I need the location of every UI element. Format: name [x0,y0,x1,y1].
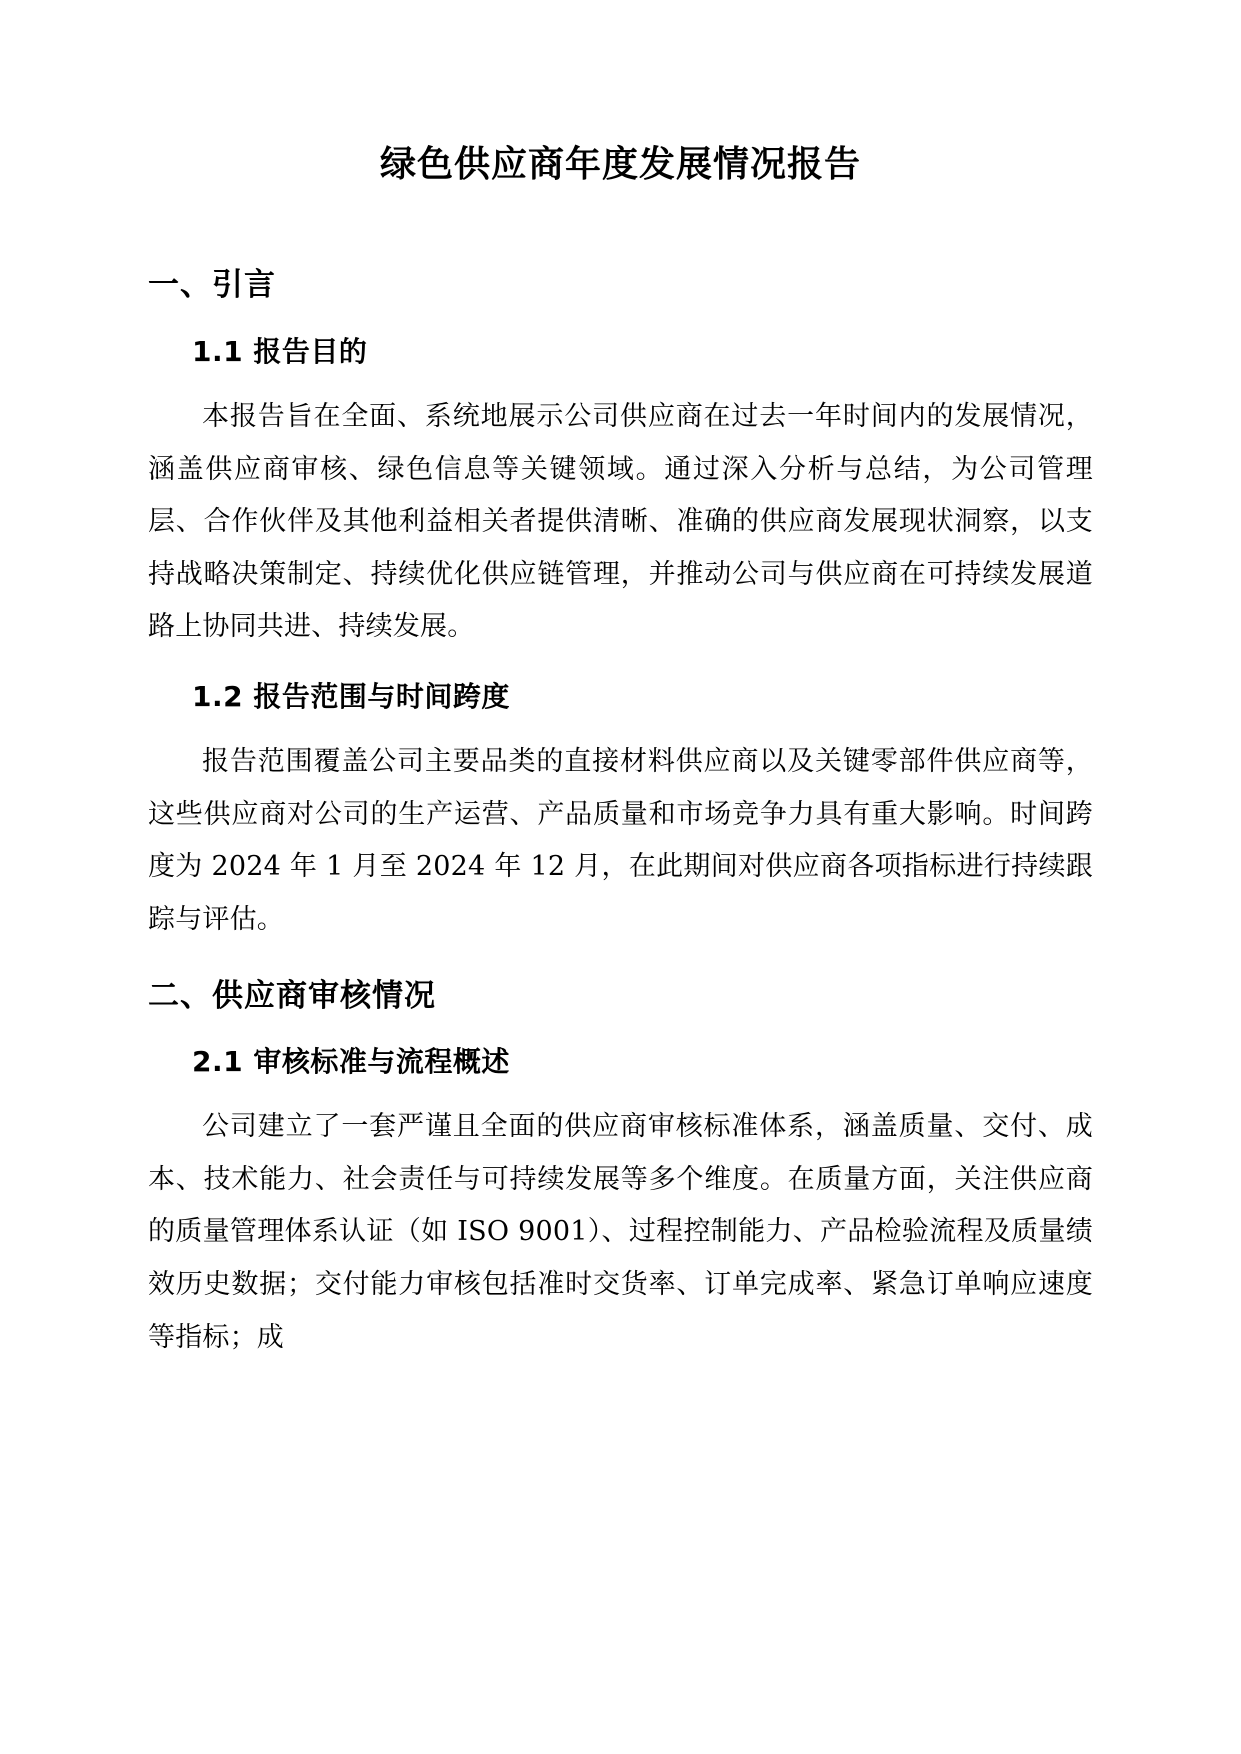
subsection-heading-1-1: 1.1 报告目的 [192,334,368,368]
section-heading-1: 一、引言 [148,267,276,304]
paragraph-1-1-1: 本报告旨在全面、系统地展示公司供应商在过去一年时间内的发展情况，涵盖供应商审核、绿色信息等关键领域。通过深入分析与总结，为公司管理层、合作伙伴及其他利益相关者提供清晰、准确的供应商发展现状洞察，以支持战略决策制定、持续优化供应链管理，并推动公司与供应商在可持续发展道路上协同共进、持续发展。 [148,400,1093,643]
paragraph-1-2-1: 报告范围覆盖公司主要品类的直接材料供应商以及关键零部件供应商等，这些供应商对公司的生产运营、产品质量和市场竞争力具有重大影响。时间跨度为 2024 年 1 月至 2024 年 12 月，在此期间对供应商各项指标进行持续跟踪与评估。 [148,746,1093,936]
subsection-heading-2-1: 2.1 审核标准与流程概述 [192,1045,510,1079]
subsection-heading-1-2: 1.2 报告范围与时间跨度 [192,680,510,714]
section-heading-2: 二、供应商审核情况 [148,977,436,1014]
page-title: 绿色供应商年度发展情况报告 [379,144,861,185]
paragraph-2-1-1: 公司建立了一套严谨且全面的供应商审核标准体系，涵盖质量、交付、成本、技术能力、社会责任与可持续发展等多个维度。在质量方面，关注供应商的质量管理体系认证（如 ISO 9001）、过程控制能力、产品检验流程及质量绩效历史数据；交付能力审核包括准时交货率、订单完成率、紧急订单响应速度等指标；成 [148,1111,1093,1353]
